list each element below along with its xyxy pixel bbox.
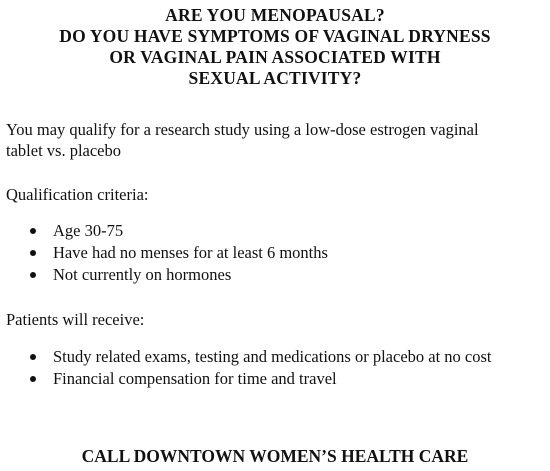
intro-paragraph: [6, 119, 544, 161]
receive-list: [6, 346, 544, 390]
criteria-item-menses: [30, 242, 544, 264]
headline-line-3: OR VAGINAL PAIN ASSOCIATED WITH: [109, 47, 441, 67]
headline-line-1: ARE YOU MENOPAUSAL?: [165, 5, 385, 25]
bullet-icon: [30, 250, 36, 256]
flyer-page: [0, 5, 550, 471]
receive-item-text: Study related exams, testing and medications or placebo at no cost: [53, 347, 492, 366]
receive-label: Patients will receive:: [6, 310, 145, 329]
criteria-label: Qualification criteria:: [6, 185, 149, 204]
receive-item-compensation: [30, 368, 544, 390]
criteria-item-text: Have had no menses for at least 6 months: [53, 243, 328, 262]
bullet-icon: [30, 272, 36, 278]
receive-item-text: Financial compensation for time and travel: [53, 369, 337, 388]
criteria-item-text: Not currently on hormones: [53, 265, 232, 284]
receive-item-exams: [30, 346, 544, 368]
bullet-icon: [30, 376, 36, 382]
headline-line-4: SEXUAL ACTIVITY?: [188, 68, 362, 88]
bullet-icon: [30, 354, 36, 360]
intro-line-2: tablet vs. placebo: [6, 141, 122, 160]
headline-line-2: DO YOU HAVE SYMPTOMS OF VAGINAL DRYNESS: [59, 26, 491, 46]
headline: [6, 5, 544, 89]
call-to-action: CALL DOWNTOWN WOMEN’S HEALTH CARE: [81, 446, 469, 466]
criteria-item-age: [30, 220, 544, 242]
intro-line-1: You may qualify for a research study using a low-dose estrogen vaginal: [6, 120, 479, 139]
criteria-list: [6, 220, 544, 286]
criteria-item-hormones: [30, 264, 544, 286]
bullet-icon: [30, 228, 36, 234]
criteria-item-text: Age 30-75: [53, 221, 124, 240]
